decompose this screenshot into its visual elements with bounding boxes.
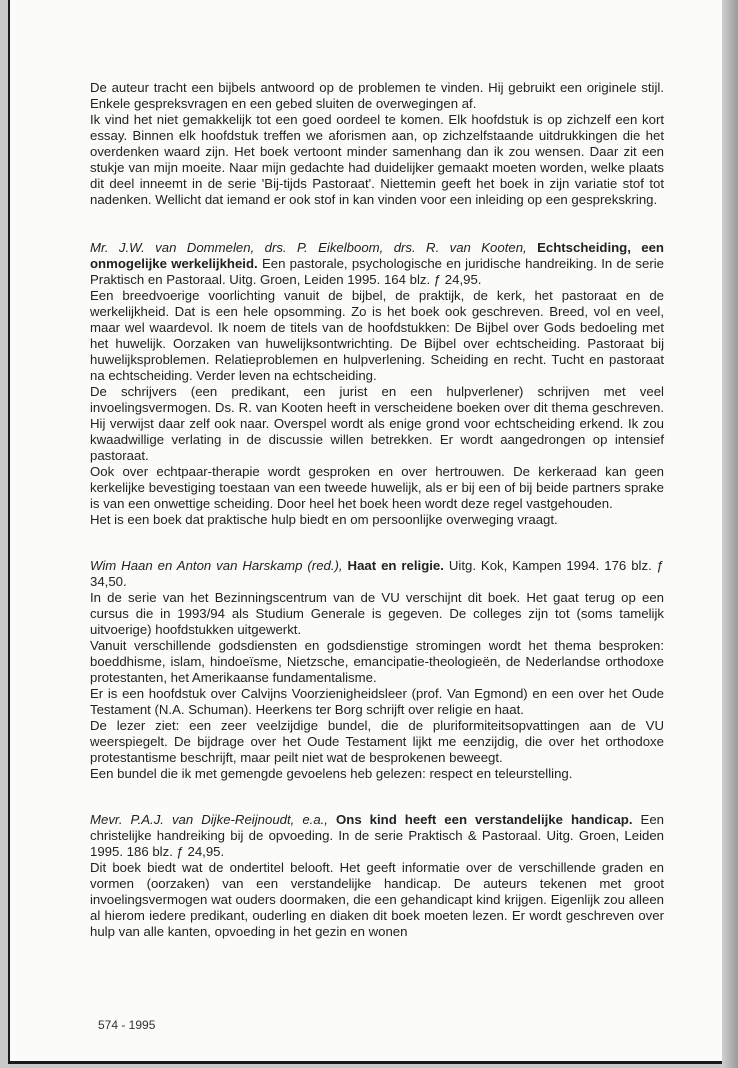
review-paragraph: De lezer ziet: een zeer veelzijdige bundel, die de pluriformiteitsopvattingen aan de VU weerspiegelt. De bijdrage over het Oude Testament lijkt me eenzijdig, die over het orthodoxe protestantisme beschrijft, maar peilt niet wat de besprokenen beweegt. (90, 718, 664, 765)
review-authors: Mevr. P.A.J. van Dijke-Reijnoudt, e.a., (90, 812, 328, 827)
review-details: Uitg. Kok, Kampen 1994. 176 blz. ƒ 34,50. (90, 558, 665, 589)
review-paragraph: In de serie van het Bezinningscentrum van de VU verschijnt dit boek. Het gaat terug op een cursus die in 1993/94 als Studium Generale is gegeven. De colleges zijn tot (soms tamelijk uitvoerige) hoofdstukken uitgewerkt. (90, 590, 664, 637)
review-heading (90, 240, 664, 288)
review-title: Echtscheiding, een onmogelijke werkelijkheid. (90, 240, 664, 271)
review-paragraph: Vanuit verschillende godsdiensten en godsdienstige stromingen wordt het thema besproken: boeddhisme, islam, hindoeïsme, Nietzsche, emancipatie-theologieën, de Nederlandse orthodoxe protestanten, het Amerikaanse fundamentalisme. (90, 638, 664, 685)
review-paragraph: Het is een boek dat praktische hulp biedt en om persoonlijke overweging vraagt. (90, 512, 558, 527)
review-details: Een pastorale, psychologische en juridische handreiking. In de serie Praktisch en Pastoraal. Uitg. Groen, Leiden 1995. 164 blz. ƒ 24,95. (90, 256, 664, 287)
page-number: 574 - 1995 (98, 1018, 156, 1032)
review-paragraph: Dit boek biedt wat de ondertitel belooft. Het geeft informatie over de verschillende graden en vormen (oorzaken) van een verstandelijke handicap. De auteurs tekenen met groot invoelingsvermogen wat ouders doormaken, die een gehandicapt kind krijgen. Eigenlijk zou alleen al hierom iedere predikant, ouderling en diaken dit boek moeten lezen. Er wordt geschreven over hulp van alle kanten, opvoeding in het gezin en wonen (90, 860, 664, 939)
review-paragraph: De schrijvers (een predikant, een jurist en een hulpverlener) schrijven met veel invoelingsvermogen. Ds. R. van Kooten heeft in verscheidene boeken over dit thema geschreven. Hij verwijst daar zelf ook naar. Overspel wordt als enige grond voor echtscheiding erkend. Ik zou kwaadwillige verlating in de discussie willen betrekken. Er wordt aangedrongen op intensief pastoraat. (90, 384, 664, 463)
intro-section (90, 80, 664, 208)
review-paragraph: Ook over echtpaar-therapie wordt gesproken en over hertrouwen. De kerkeraad kan geen kerkelijke bevestiging toestaan van een tweede huwelijk, als er bij een of bij beide partners sprake is van een onwettige scheiding. Door heel het boek heen wordt deze regel vastgehouden. (90, 464, 664, 511)
review-paragraph: Er is een hoofdstuk over Calvijns Voorzienigheidsleer (prof. Van Egmond) en een over het Oude Testament (N.A. Schuman). Heerkens ter Borg schrijft over religie en haat. (90, 686, 664, 717)
review-echtscheiding (90, 240, 664, 528)
review-heading (90, 558, 664, 590)
document-page (8, 0, 722, 1064)
review-haat-en-religie (90, 558, 664, 782)
review-paragraph: Een bundel die ik met gemengde gevoelens heb gelezen: respect en teleurstelling. (90, 766, 573, 781)
page-content (90, 80, 664, 940)
review-paragraph: Een breedvoerige voorlichting vanuit de bijbel, de praktijk, de kerk, het pastoraat en de werkelijkheid. Dat is een hele opsomming. Zo is het boek ook geschreven. Breed, vol en veel, maar wel waardevol. Ik noem de titels van de hoofdstukken: De Bijbel over Gods bedoeling met het huwelijk. Oorzaken van huwelijksontwrichting. De Bijbel over echtscheiding. Pastoraat bij huwelijksproblemen. Relatieproblemen en hulpverlening. Scheiding en recht. Tucht en pastoraat na echtscheiding. Verder leven na echtscheiding. (90, 288, 664, 383)
review-title: Ons kind heeft een verstandelijke handicap. (336, 812, 633, 827)
intro-paragraph: Ik vind het niet gemakkelijk tot een goed oordeel te komen. Elk hoofdstuk is op zichzelf een kort essay. Binnen elk hoofdstuk treffen we aforismen aan, op zichzelfstaande uitdrukkingen die het overdenken waard zijn. Het boek vertoont minder samenhang dan ik zou wensen. Daar zit een stukje van mijn moeite. Naar mijn gedachte had duidelijker gemaakt moeten worden, welke plaats dit deel inneemt in de serie 'Bij-tijds Pastoraat'. Niettemin geeft het boek in zijn variatie stof tot nadenken. Wellicht dat iemand er ook stof in kan vinden voor een inleiding op een gesprekskring. (90, 112, 664, 207)
intro-paragraph: De auteur tracht een bijbels antwoord op de problemen te vinden. Hij gebruikt een originele stijl. Enkele gespreksvragen en een gebed sluiten de overwegingen af. (90, 80, 664, 111)
review-details: Een christelijke handreiking bij de opvoeding. In de serie Praktisch & Pastoraal. Uitg. Groen, Leiden 1995. 186 blz. ƒ 24,95. (90, 812, 665, 859)
review-ons-kind (90, 812, 664, 940)
review-authors: Mr. J.W. van Dommelen, drs. P. Eikelboom, drs. R. van Kooten, (90, 240, 527, 255)
scan-right-edge (722, 0, 738, 1068)
review-authors: Wim Haan en Anton van Harskamp (red.), (90, 558, 343, 573)
review-title: Haat en religie. (347, 558, 444, 573)
review-heading (90, 812, 664, 860)
